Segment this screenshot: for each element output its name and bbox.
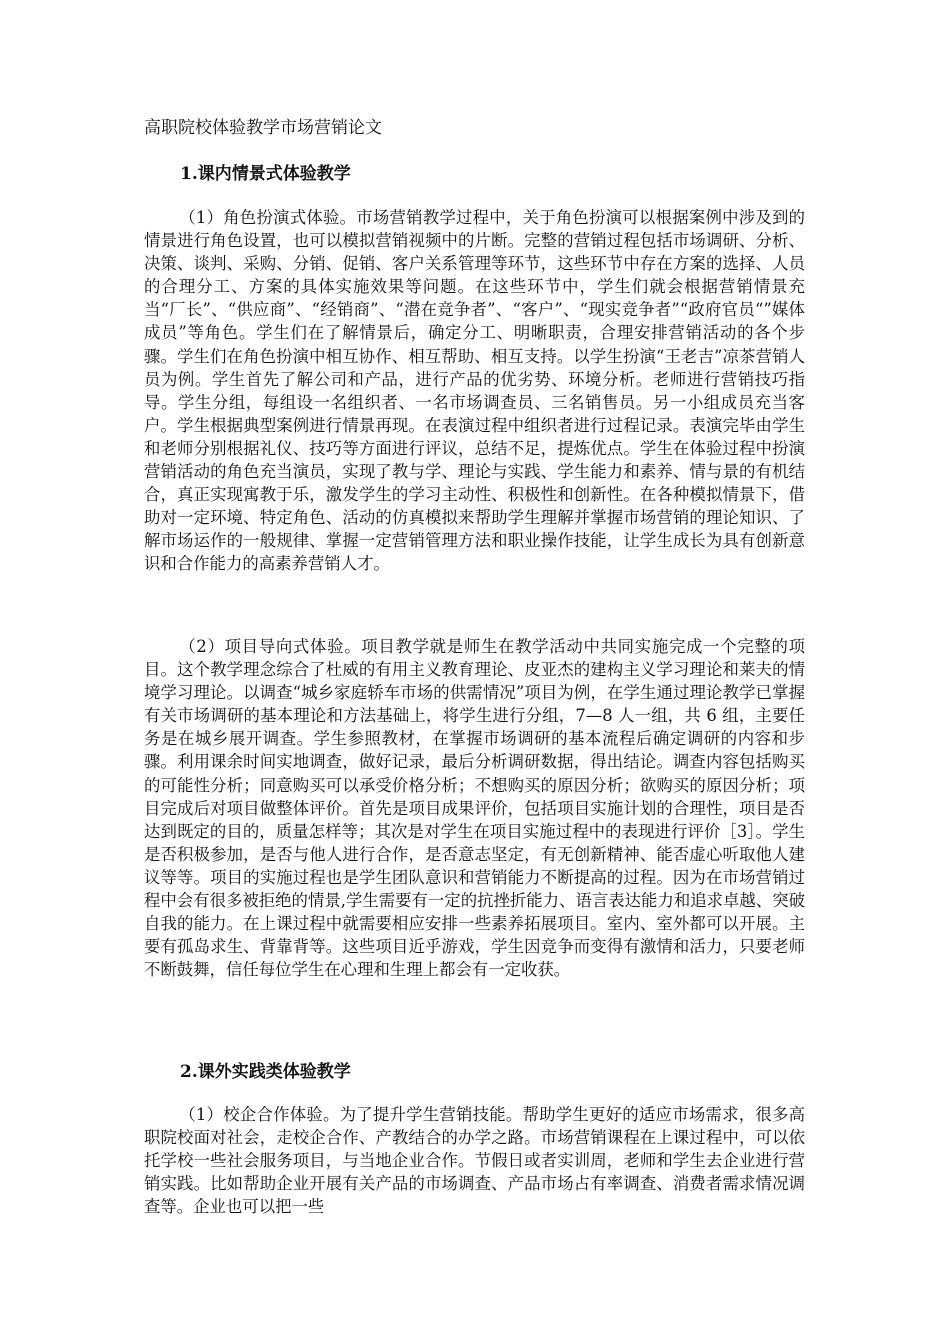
- section-heading-1: 1.课内情景式体验教学: [180, 164, 351, 184]
- paragraph-project-oriented: （2）项目导向式体验。项目教学就是师生在教学活动中共同实施完成一个完整的项目。这个教学理念综合了杜威的有用主义教育理论、皮亚杰的建构主义学习理论和莱夫的情境学习理论。以调查“城乡家庭轿车市场的供需情况”项目为例，在学生通过理论教学已掌握有关市场调研的基本理论和方法基础上，将学生进行分组，7—8 人一组，共 6 组，主要任务是在城乡展开调查。学生参照教材，在掌握市场调研的基本流程后确定调研的内容和步骤。利用课余时间实地调查，做好记录，最后分析调研数据，得出结论。调查内容包括购买的可能性分析；同意购买可以承受价格分析；不想购买的原因分析；欲购买的原因分析；项目完成后对项目做整体评价。首先是项目成果评价，包括项目实施计划的合理性，项目是否达到既定的目的，质量怎样等；其次是对学生在项目实施过程中的表现进行评价［3］。学生是否积极参加，是否与他人进行合作，是否意志坚定，有无创新精神、能否虚心听取他人建议等等。项目的实施过程也是学生团队意识和营销能力不断提高的过程。因为在市场营销过程中会有很多被拒绝的情景,学生需要有一定的抗挫折能力、语言表达能力和追求卓越、突破自我的能力。在上课过程中就需要相应安排一些素养拓展项目。室内、室外都可以开展。主要有孤岛求生、背靠背等。这些项目近乎游戏，学生因竞争而变得有激情和活力，只要老师不断鼓舞，信任每位学生在心理和生理上都会有一定收获。: [144, 637, 805, 980]
- paragraph-role-play: （1）角色扮演式体验。市场营销教学过程中，关于角色扮演可以根据案例中涉及到的情景进行角色设置，也可以模拟营销视频中的片断。完整的营销过程包括市场调研、分析、决策、谈判、采购、分销、促销、客户关系管理等环节，这些环节中存在方案的选择、人员的合理分工、方案的具体实施效果等问题。在这些环节中，学生们就会根据营销情景充当“厂长”、“供应商”、“经销商”、“潜在竞争者”、“客户”、“现实竞争者”“政府官员“”媒体成员”等角色。学生们在了解情景后，确定分工、明晰职责，合理安排营销活动的各个步骤。学生们在角色扮演中相互协作、相互帮助、相互支持。以学生扮演“王老吉”凉茶营销人员为例。学生首先了解公司和产品，进行产品的优劣势、环境分析。老师进行营销技巧指导。学生分组，每组设一名组织者、一名市场调查员、三名销售员。另一小组成员充当客户。学生根据典型案例进行情景再现。在表演过程中组织者进行过程记录。表演完毕由学生和老师分别根据礼仪、技巧等方面进行评议，总结不足，提炼优点。学生在体验过程中扮演营销活动的角色充当演员，实现了教与学、理论与实践、学生能力和素养、情与景的有机结合，真正实现寓教于乐，激发学生的学习主动性、积极性和创新性。在各种模拟情景下，借助对一定环境、特定角色、活动的仿真模拟来帮助学生理解并掌握市场营销的理论知识、了解市场运作的一般规律、掌握一定营销管理方法和职业操作技能，让学生成长为具有创新意识和合作能力的高素养营销人才。: [144, 208, 805, 574]
- document-title: 高职院校体验教学市场营销论文: [144, 118, 382, 138]
- section-heading-2: 2.课外实践类体验教学: [180, 1062, 351, 1082]
- paragraph-school-enterprise: （1）校企合作体验。为了提升学生营销技能。帮助学生更好的适应市场需求，很多高职院校面对社会，走校企合作、产教结合的办学之路。市场营销课程在上课过程中，可以依托学校一些社会服务项目，与当地企业合作。节假日或者实训周，老师和学生去企业进行营销实践。比如帮助企业开展有关产品的市场调查、产品市场占有率调查、消费者需求情况调查等。企业也可以把一些: [144, 1105, 805, 1217]
